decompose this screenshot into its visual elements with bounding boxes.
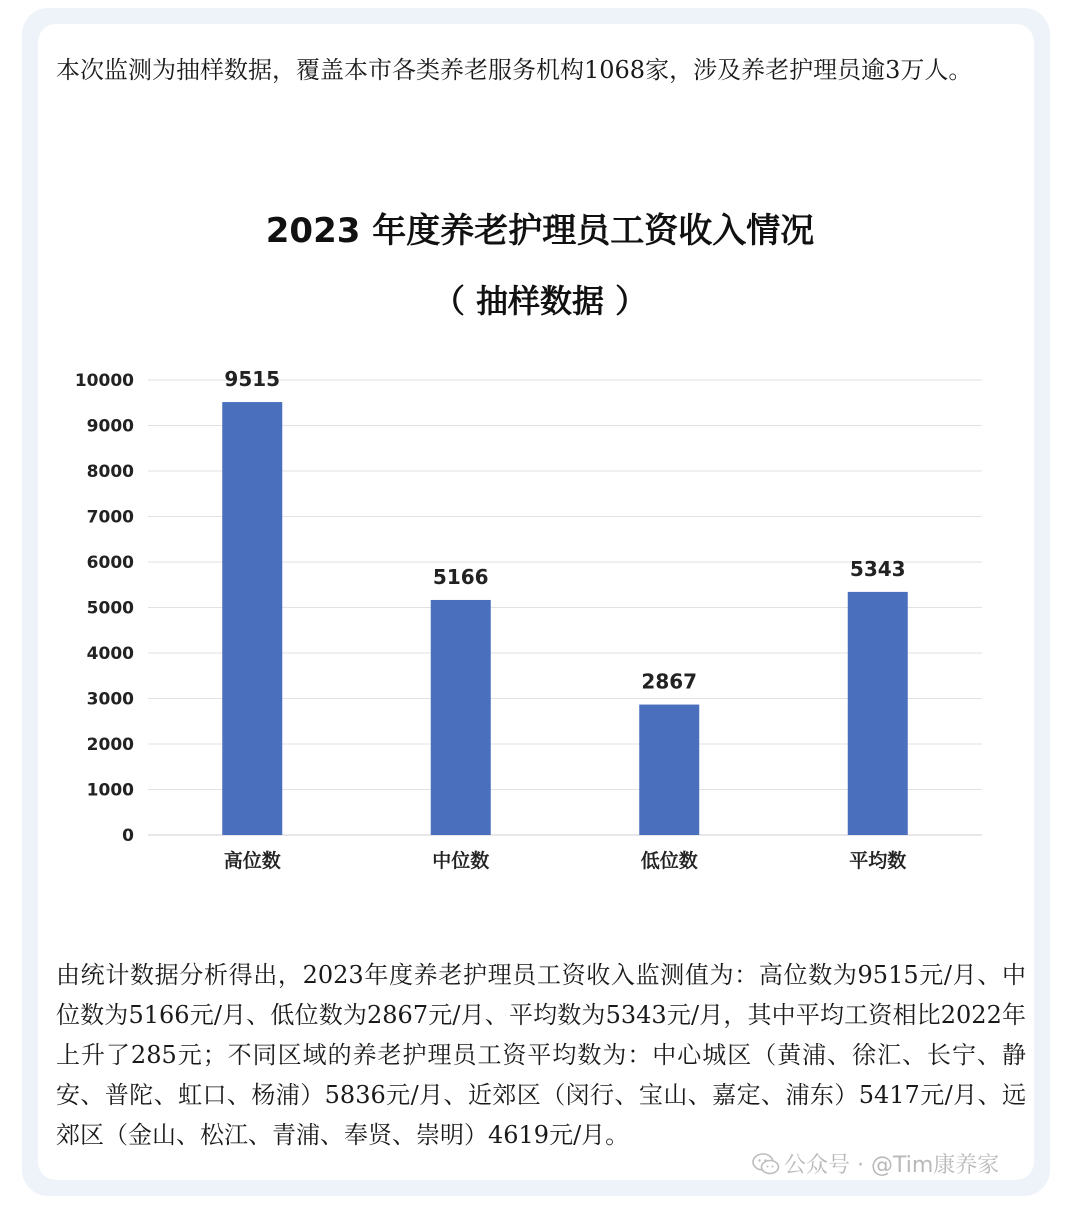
y-tick-label: 9000 xyxy=(86,416,134,437)
y-tick-label: 7000 xyxy=(86,507,134,528)
y-axis-ticks xyxy=(75,371,134,846)
x-axis-ticks xyxy=(224,849,907,872)
y-tick-label: 4000 xyxy=(86,644,134,664)
bar-value-label: 2867 xyxy=(641,669,698,694)
bar-0 xyxy=(222,402,282,835)
bar-1 xyxy=(431,600,491,835)
chart-subtitle: （ 抽样数据 ） xyxy=(432,282,648,320)
y-tick-label: 6000 xyxy=(86,553,134,573)
x-tick-label: 高位数 xyxy=(223,850,281,872)
intro-paragraph: 本次监测为抽样数据，覆盖本市各类养老服务机构1068家，涉及养老护理员逾3万人。 xyxy=(56,56,973,84)
bar-value-labels xyxy=(224,367,905,693)
y-tick-label: 0 xyxy=(122,826,134,846)
bar-chart xyxy=(0,350,1080,890)
chart-title: 2023 年度养老护理员工资收入情况 xyxy=(265,211,815,251)
x-tick-label: 低位数 xyxy=(640,850,698,872)
bar-value-label: 9515 xyxy=(224,367,281,392)
y-tick-label: 5000 xyxy=(86,598,134,619)
bar-value-label: 5343 xyxy=(849,556,906,581)
x-tick-label: 平均数 xyxy=(849,850,907,872)
y-tick-label: 1000 xyxy=(86,780,134,801)
bar-2 xyxy=(639,705,699,835)
watermark-text: 公众号 · @Tim康养家 xyxy=(784,1153,1000,1178)
chart-bars xyxy=(222,402,908,835)
bar-value-label: 5166 xyxy=(432,564,489,589)
wechat-icon xyxy=(752,1153,780,1175)
y-tick-label: 8000 xyxy=(86,462,134,482)
watermark xyxy=(752,1148,999,1179)
x-tick-label: 中位数 xyxy=(432,850,490,872)
y-tick-label: 3000 xyxy=(86,689,134,710)
y-tick-label: 10000 xyxy=(74,371,134,391)
bar-3 xyxy=(848,592,908,835)
y-tick-label: 2000 xyxy=(86,735,134,755)
summary-paragraph: 由统计数据分析得出，2023年度养老护理员工资收入监测值为：高位数为9515元/月、中位数为5166元/月、低位数为2867元/月、平均数为5343元/月，其中平均工资相比2022年上升了285元；不同区域的养老护理员工资平均数为：中心城区（黄浦、徐汇、长宁、静安、普陀、虹口、杨浦）5836元/月、近郊区（闵行、宝山、嘉定、浦东）5417元/月、远郊区（金山、松江、青浦、奉贤、崇明）4619元/月。 xyxy=(56,961,1026,1149)
